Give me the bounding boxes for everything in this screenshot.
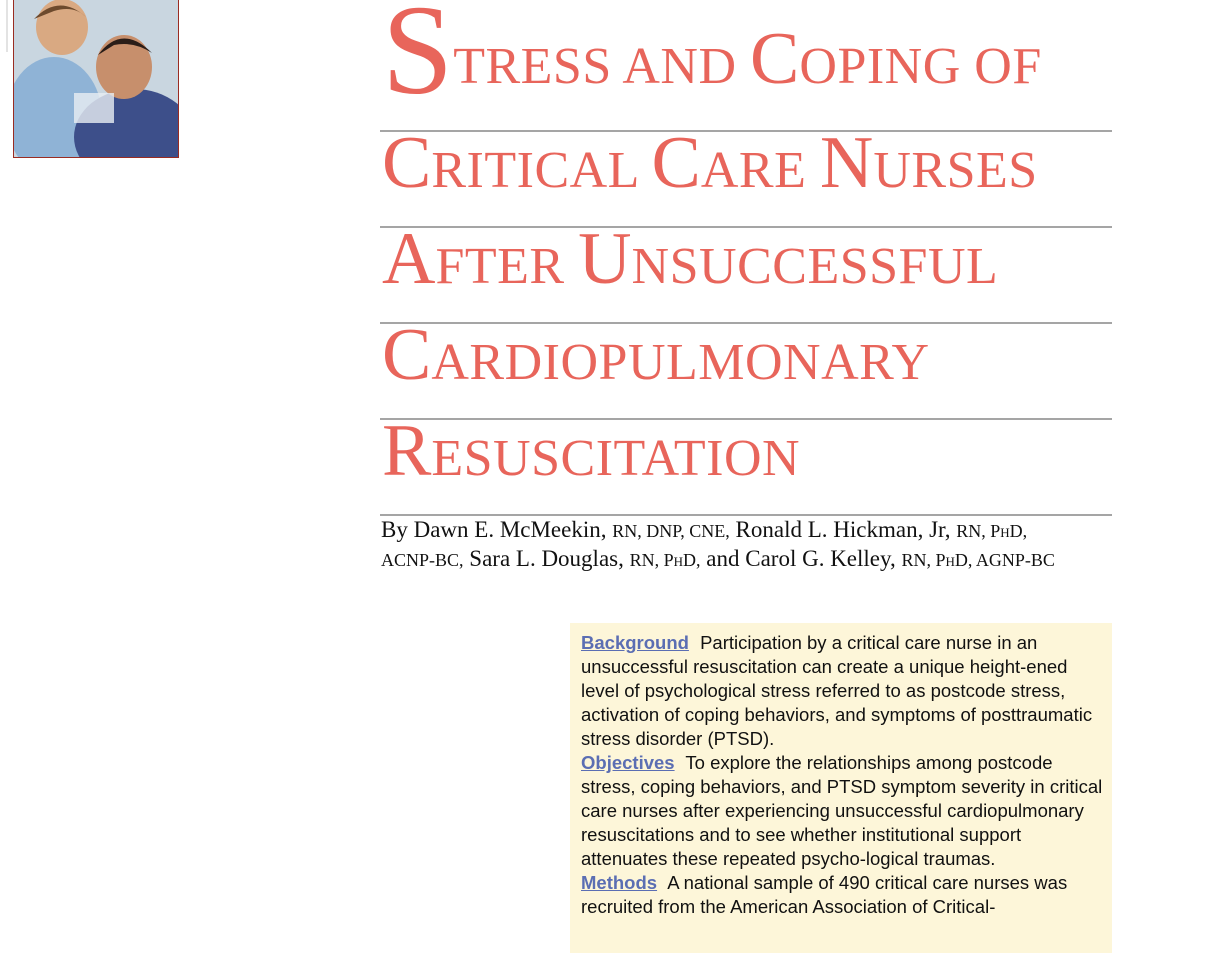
abstract-objectives: Objectives To explore the relationships among postcode stress, coping behaviors, and PTSD symptom severity in critical care nurses after experiencing unsuccessful cardiopulmonary resuscitations and to see whether institutional support attenuates these repeated psycho-logical traumas. [581,752,1103,869]
methods-link[interactable]: Methods [581,872,658,893]
objectives-link[interactable]: Objectives [581,752,675,773]
author-name: Sara L. Douglas, [469,546,624,571]
background-link[interactable]: Background [581,632,689,653]
author-credentials: ACNP-BC, [381,550,464,570]
title-line-1: STRESS AND COPING OF [380,0,1112,132]
article-title [380,0,1112,516]
title-line-5: RESUSCITATION [380,420,1112,516]
author-name: Ronald L. Hickman, Jr, [735,517,951,542]
abstract-box [570,623,1112,953]
title-line-3: AFTER UNSUCCESSFUL [380,228,1112,324]
author-list: By Dawn E. McMeekin, RN, DNP, CNE, Ronald L. Hickman, Jr, RN, PhD, ACNP-BC, Sara L. Douglas, RN, PhD, and Carol G. Kelley, RN, PhD, AGNP-BC [381,517,1055,571]
author-credentials: RN, PhD, [956,521,1028,541]
author-credentials: RN, PhD, [629,550,701,570]
nurses-photo [13,0,179,158]
author-name: Carol G. Kelley, [745,546,896,571]
abstract-background: Background Participation by a critical care nurse in an unsuccessful resuscitation can create a unique height-ened level of psychological stress referred to as postcode stress, activation of coping behaviors, and symptoms of posttraumatic stress disorder (PTSD). [581,632,1093,749]
abstract-methods: Methods A national sample of 490 critical care nurses was recruited from the American Association of Critical- [581,872,1068,917]
scroll-indicator [6,0,8,52]
author-name: Dawn E. McMeekin, [413,517,607,542]
title-line-4: CARDIOPULMONARY [380,324,1112,420]
author-credentials: RN, PhD, AGNP-BC [901,550,1055,570]
author-credentials: RN, DNP, CNE, [612,521,730,541]
title-line-2: CRITICAL CARE NURSES [380,132,1112,228]
